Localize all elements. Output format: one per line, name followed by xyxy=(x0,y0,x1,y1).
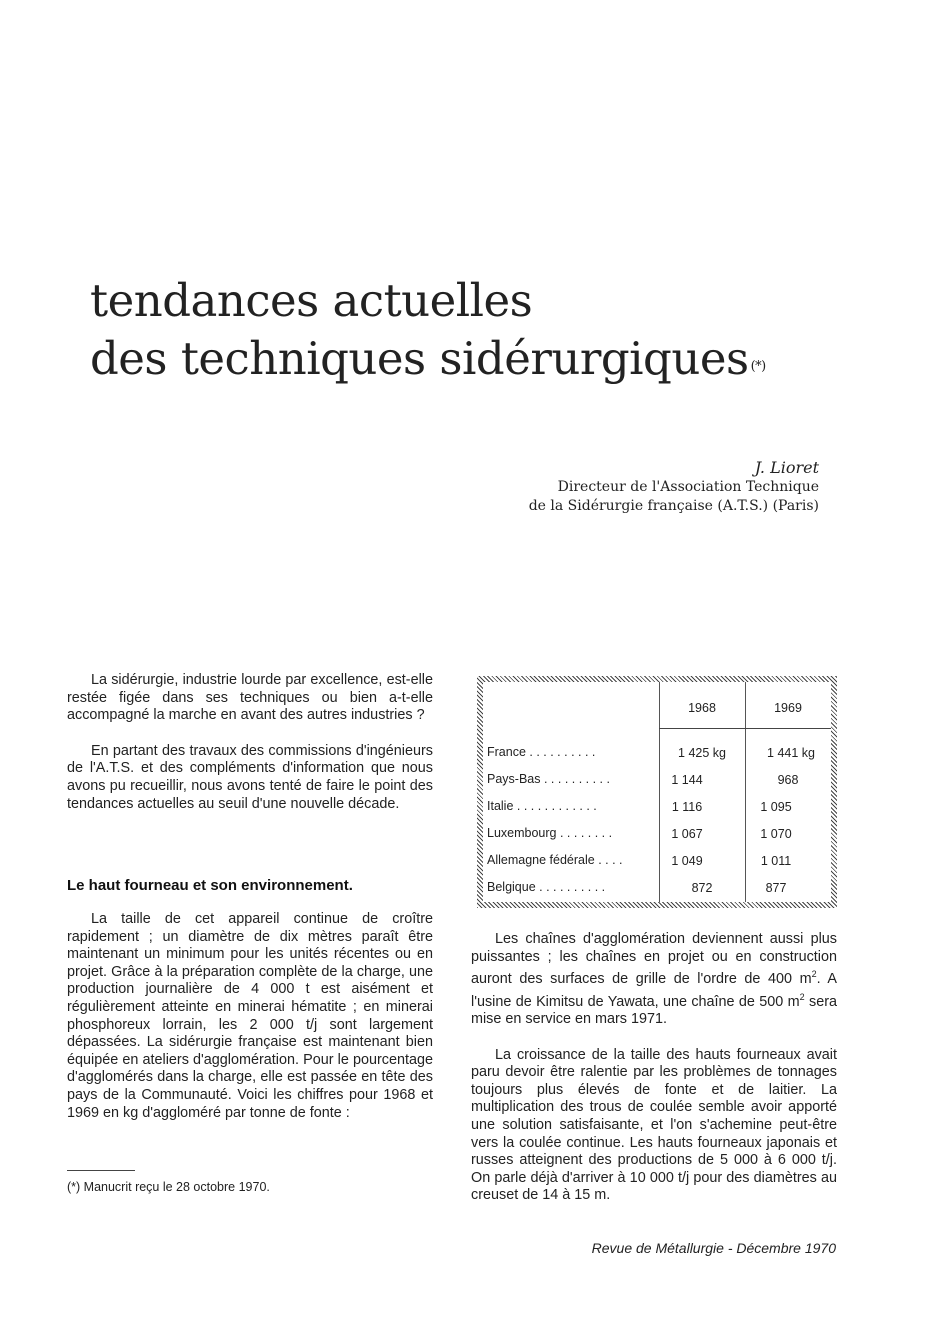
journal-footer: Revue de Métallurgie - Décembre 1970 xyxy=(591,1240,836,1256)
article-title xyxy=(90,272,764,388)
left-column xyxy=(67,672,433,813)
author-affiliation-2: de la Sidérurgie française (A.T.S.) (Paris) xyxy=(528,498,819,514)
row-country: France xyxy=(487,745,526,759)
cell-1968: 872 xyxy=(691,881,713,895)
cell-1968: 1 144 xyxy=(671,773,703,787)
cell-1969: 1 070 xyxy=(760,827,792,841)
blast-furnace-paragraph-container xyxy=(67,911,433,1122)
agglomerate-table xyxy=(477,676,837,908)
row-leader-dots: . . . . . . . . . . xyxy=(529,745,596,759)
row-leader-dots: . . . . . . . . xyxy=(559,826,613,840)
header-rule xyxy=(659,728,831,729)
author-name: J. Lioret xyxy=(754,458,819,477)
right-column xyxy=(471,931,837,1205)
author-affiliation-1: Directeur de l'Association Technique xyxy=(557,479,819,495)
table-row xyxy=(487,853,657,867)
table-row xyxy=(487,826,657,840)
sinter-paragraph: Les chaînes d'agglomération deviennent aussi plus puissantes ; les chaînes en projet ou en construction auront des surfaces de grille de l'ordre de 400 $m^2$. A l'usine de Kimitsu de Yawata, une chaîne de 500 $m^2$ sera mise en service en mars 1971. xyxy=(471,931,837,1027)
footnote-rule xyxy=(67,1170,135,1171)
footnote-mark: (*) xyxy=(750,359,766,374)
footnote: (*) Manucrit reçu le 28 octobre 1970. xyxy=(67,1180,270,1194)
row-country: Luxembourg xyxy=(487,826,557,840)
cell-1969: 1 095 xyxy=(760,800,792,814)
row-leader-dots: . . . . . . . . . . xyxy=(543,772,610,786)
row-country: Pays-Bas xyxy=(487,772,541,786)
table-divider-2 xyxy=(745,682,746,902)
table-row xyxy=(487,745,657,759)
intro-paragraph: La sidérurgie, industrie lourde par excellence, est-elle restée figée dans ses techniques ou bien a-t-elle accompagné la marche en avant des autres industries ? xyxy=(67,672,433,724)
furnace-size-paragraph: La croissance de la taille des hauts fourneaux avait paru devoir être ralentie par les problèmes de tonnages toujours plus élevés de fonte et de laitier. La multiplication des trous de coulée semble avoir apporté une solution satisfaisante, et l'on s'achemine peut-être vers la coulée continue. Les hauts fourneaux japonais et russes atteignent des productions de 5 000 à 6 000 t/j. On parle déjà d'arriver à 10 000 t/j pour des diamètres au creuset de 14 à 15 m. xyxy=(471,1046,837,1204)
cell-1968: 1 067 xyxy=(671,827,703,841)
row-leader-dots: . . . . . . . . . . . . xyxy=(516,799,597,813)
header-1969: 1969 xyxy=(774,701,802,715)
title-line-2: des techniques sidérurgiques (*) xyxy=(90,332,766,385)
table-divider-1 xyxy=(659,682,660,902)
row-country: Allemagne fédérale xyxy=(487,853,595,867)
cell-1969: 1 011 xyxy=(760,854,792,868)
author-block xyxy=(529,458,819,516)
header-1968: 1968 xyxy=(688,701,716,715)
cell-1969: 877 xyxy=(765,881,787,895)
table-row xyxy=(487,772,657,786)
row-leader-dots: . . . . . . . . . . xyxy=(539,880,606,894)
blast-furnace-paragraph: La taille de cet appareil continue de croître rapidement ; un diamètre de dix mètres paraît être maintenant un minimum pour les unités récentes ou en projet. Grâce à la préparation complète de la charge, une production journalière de 4 000 t est aisément et régulièrement atteinte en minerai hématite ; en minerai phosphoreux lorrain, les 2 000 t/j sont largement dépassées. La sidérurgie française est maintenant bien équipée en ateliers d'agglomération. Pour le pourcentage d'agglomérés dans la charge, elle est passée en tête des pays de la Communauté. Voici les chiffres pour 1968 et 1969 en kg d'aggloméré par tonne de fonte : xyxy=(67,911,433,1121)
cell-1969: 1 441 kg xyxy=(767,746,815,760)
cell-1968: 1 049 xyxy=(671,854,703,868)
table-row xyxy=(487,880,657,894)
section-heading: Le haut fourneau et son environnement. xyxy=(67,877,353,894)
cell-1968: 1 116 xyxy=(671,800,703,814)
cell-1969: 968 xyxy=(777,773,799,787)
cell-1968: 1 425 kg xyxy=(678,746,726,760)
method-paragraph: En partant des travaux des commissions d'ingénieurs de l'A.T.S. et des compléments d'information que nous avons pu recueillir, nous avons tenté de faire le point des tendances actuelles au seuil d'une nouvelle décade. xyxy=(67,742,433,812)
table-row xyxy=(487,799,657,813)
row-country: Belgique xyxy=(487,880,536,894)
title-line-1: tendances actuelles xyxy=(90,274,533,327)
row-leader-dots: . . . . xyxy=(598,853,623,867)
table-body xyxy=(483,682,831,902)
row-country: Italie xyxy=(487,799,514,813)
